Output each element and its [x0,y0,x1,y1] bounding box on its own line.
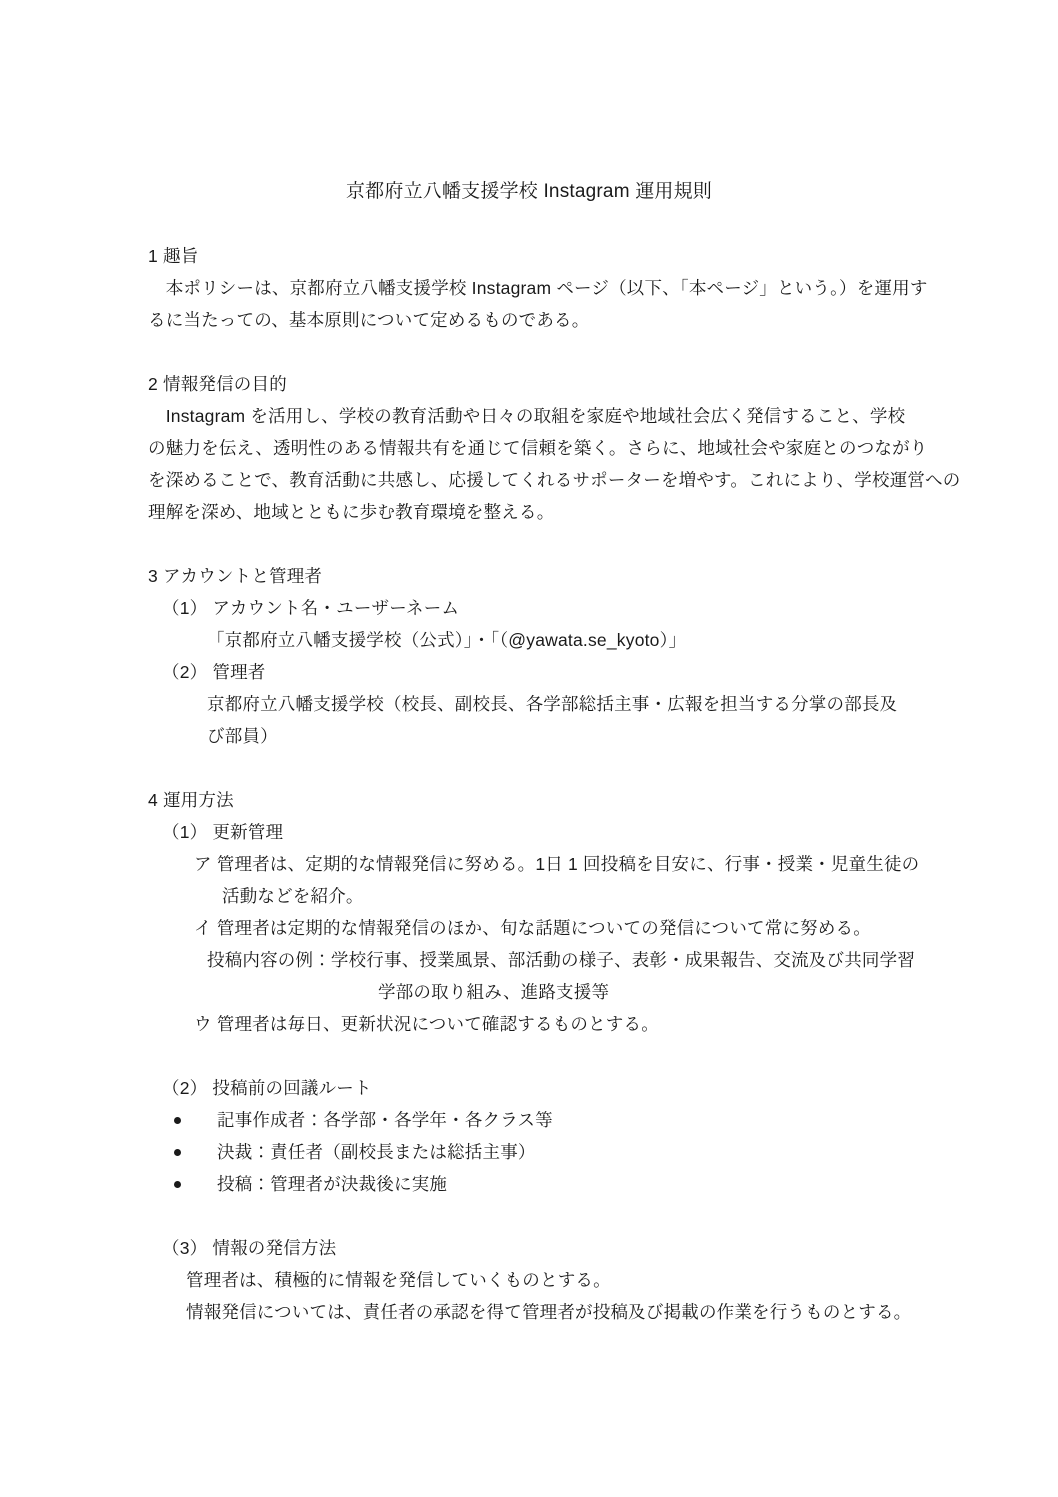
text-line: イ 管理者は定期的な情報発信のほか、旬な話題についての発信について常に努める。 [194,918,871,938]
text-line: 京都府立八幡支援学校（校長、副校長、各学部総括主事・広報を担当する分掌の部長及 [207,694,898,714]
text-line: 活動などを紹介。 [222,886,364,906]
section-1-heading: 1 趣旨 [148,246,199,266]
bullet-icon [172,1168,217,1200]
text-line: ウ 管理者は毎日、更新状況について確認するものとする。 [194,1014,659,1034]
bullet-icon [172,1104,217,1136]
text-line: び部員） [207,726,278,746]
text-line: 本ポリシーは、京都府立八幡支援学校 Instagram ページ（以下、「本ページ」という。）を運用す [148,278,928,298]
item-approval-route: （2） 投稿前の回議ルート [162,1078,372,1098]
item-publishing-method: （3） 情報の発信方法 [162,1238,337,1258]
text-line: Instagram を活用し、学校の教育活動や日々の取組を家庭や地域社会広く発信すること、学校 [148,406,906,426]
text-line: 学部の取り組み、進路支援等 [378,982,610,1002]
text-line: を深めることで、教育活動に共感し、応援してくれるサポーターを増やす。これにより、学校運営への [148,470,961,490]
bullet-item [148,1104,910,1136]
document-body [148,176,961,1328]
item-account-name: （1） アカウント名・ユーザーネーム [162,598,460,618]
bullet-text: 記事作成者：各学部・各学年・各クラス等 [217,1110,553,1130]
section-3-heading: 3 アカウントと管理者 [148,566,323,586]
text-line: ア 管理者は、定期的な情報発信に努める。1日 1 回投稿を目安に、行事・授業・児童生徒の [194,854,920,874]
text-line: 管理者は、積極的に情報を発信していくものとする。 [186,1270,611,1290]
text-line: の魅力を伝え、透明性のある情報共有を通じて信頼を築く。さらに、地域社会や家庭とのつながり [148,438,928,458]
bullet-text: 投稿：管理者が決裁後に実施 [217,1174,448,1194]
section-2-heading: 2 情報発信の目的 [148,374,287,394]
text-line: 「京都府立八幡支援学校（公式）」・「（@yawata.se_kyoto）」 [207,630,687,650]
document-title: 京都府立八幡支援学校 Instagram 運用規則 [345,181,713,202]
bullet-text: 決裁：責任者（副校長または総括主事） [217,1142,536,1162]
text-line: るに当たっての、基本原則について定めるものである。 [148,310,590,330]
bullet-icon [172,1136,217,1168]
text-line: 情報発信については、責任者の承認を得て管理者が投稿及び掲載の作業を行うものとする。 [186,1302,912,1322]
bullet-item [148,1168,910,1200]
item-update-management: （1） 更新管理 [162,822,284,842]
text-line: 理解を深め、地域とともに歩む教育環境を整える。 [148,502,555,522]
item-admin: （2） 管理者 [162,662,266,682]
text-line: 投稿内容の例：学校行事、授業風景、部活動の様子、表彰・成果報告、交流及び共同学習 [207,950,915,970]
section-4-heading: 4 運用方法 [148,790,234,810]
bullet-item [148,1136,910,1168]
